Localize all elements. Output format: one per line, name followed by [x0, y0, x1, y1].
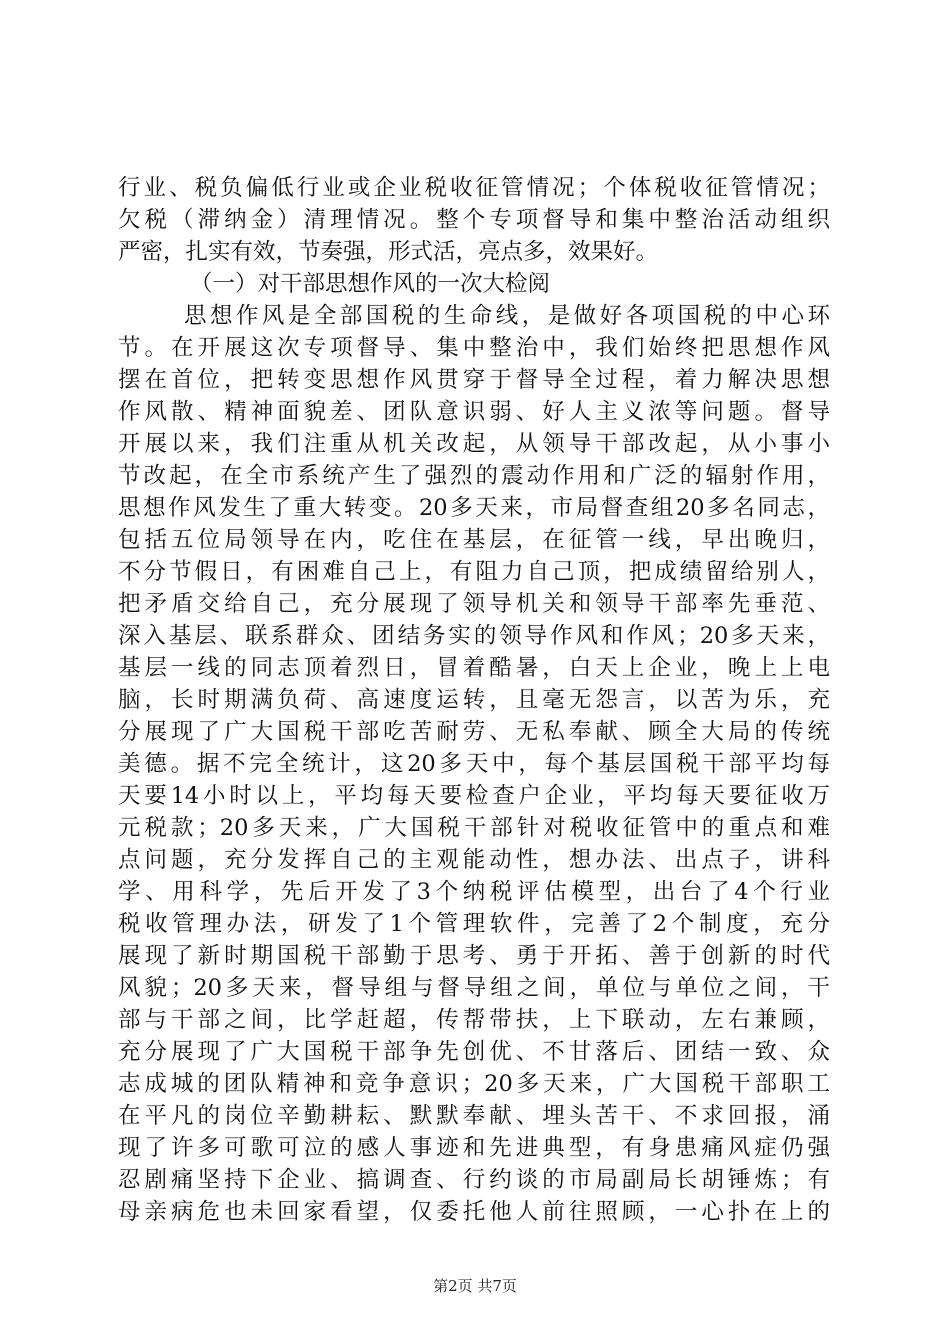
text-line: 元税款；20多天来，广大国税干部针对税收征管中的重点和难 [118, 815, 830, 841]
text-line: 开展以来，我们注重从机关改起，从领导干部改起，从小事小 [118, 431, 830, 457]
text-line: 行业、税负偏低行业或企业税收征管情况；个体税收征管情况； [118, 175, 830, 201]
text-line: 分展现了广大国税干部吃苦耐劳、无私奉献、顾全大局的传统 [118, 719, 830, 745]
text-line: 风貌；20多天来，督导组与督导组之间，单位与单位之间，干 [118, 975, 830, 1001]
text-line: 思想作风发生了重大转变。20多天来，市局督查组20多名同志， [118, 495, 830, 521]
text-line: 展现了新时期国税干部勤于思考、勇于开拓、善于创新的时代 [118, 943, 830, 969]
text-line: 作风散、精神面貌差、团队意识弱、好人主义浓等问题。督导 [118, 399, 830, 425]
text-line: 不分节假日，有困难自己上，有阻力自己顶，把成绩留给别人， [118, 559, 830, 585]
text-line: 充分展现了广大国税干部争先创优、不甘落后、团结一致、众 [118, 1039, 830, 1065]
text-line: 深入基层、联系群众、团结务实的领导作风和作风；20多天来， [118, 623, 830, 649]
text-line: 点问题，充分发挥自己的主观能动性，想办法、出点子，讲科 [118, 847, 830, 873]
text-line: 包括五位局领导在内，吃住在基层，在征管一线，早出晚归， [118, 527, 830, 553]
section-heading: （一）对干部思想作风的一次大检阅 [190, 271, 551, 297]
text-line: 节。在开展这次专项督导、集中整治中，我们始终把思想作风 [118, 335, 830, 361]
text-line: 忍剧痛坚持下企业、搞调查、行约谈的市局副局长胡锤炼；有 [118, 1167, 830, 1193]
document-body [118, 172, 830, 1228]
text-line: 税收管理办法，研发了1个管理软件，完善了2个制度，充分 [118, 911, 830, 937]
text-line: 节改起，在全市系统产生了强烈的震动作用和广泛的辐射作用， [118, 463, 830, 489]
page-number-footer: 第2页 共7页 [433, 1277, 517, 1295]
text-line: 摆在首位，把转变思想作风贯穿于督导全过程，着力解决思想 [118, 367, 830, 393]
text-line: 现了许多可歌可泣的感人事迹和先进典型，有身患痛风症仍强 [118, 1135, 830, 1161]
text-line: 美德。据不完全统计，这20多天中，每个基层国税干部平均每 [118, 751, 830, 777]
text-line: 基层一线的同志顶着烈日，冒着酷暑，白天上企业，晚上上电 [118, 655, 830, 681]
text-line: 天要14小时以上，平均每天要检查户企业，平均每天要征收万 [118, 783, 830, 809]
text-line: 思想作风是全部国税的生命线，是做好各项国税的中心环 [184, 303, 830, 329]
text-line: 在平凡的岗位辛勤耕耘、默默奉献、埋头苦干、不求回报，涌 [118, 1103, 830, 1129]
text-line: 严密，扎实有效，节奏强，形式活，亮点多，效果好。 [118, 239, 659, 265]
text-line: 脑，长时期满负荷、高速度运转，且毫无怨言，以苦为乐，充 [118, 687, 830, 713]
text-line: 母亲病危也未回家看望，仅委托他人前往照顾，一心扑在上的 [118, 1199, 830, 1225]
text-line: 志成城的团队精神和竞争意识；20多天来，广大国税干部职工 [118, 1071, 830, 1097]
text-line: 部与干部之间，比学赶超，传帮带扶，上下联动，左右兼顾， [118, 1007, 830, 1033]
text-line: 欠税（滞纳金）清理情况。整个专项督导和集中整治活动组织 [118, 207, 830, 233]
text-line: 把矛盾交给自己，充分展现了领导机关和领导干部率先垂范、 [118, 591, 830, 617]
text-line: 学、用科学，先后开发了3个纳税评估模型，出台了4个行业 [118, 879, 830, 905]
